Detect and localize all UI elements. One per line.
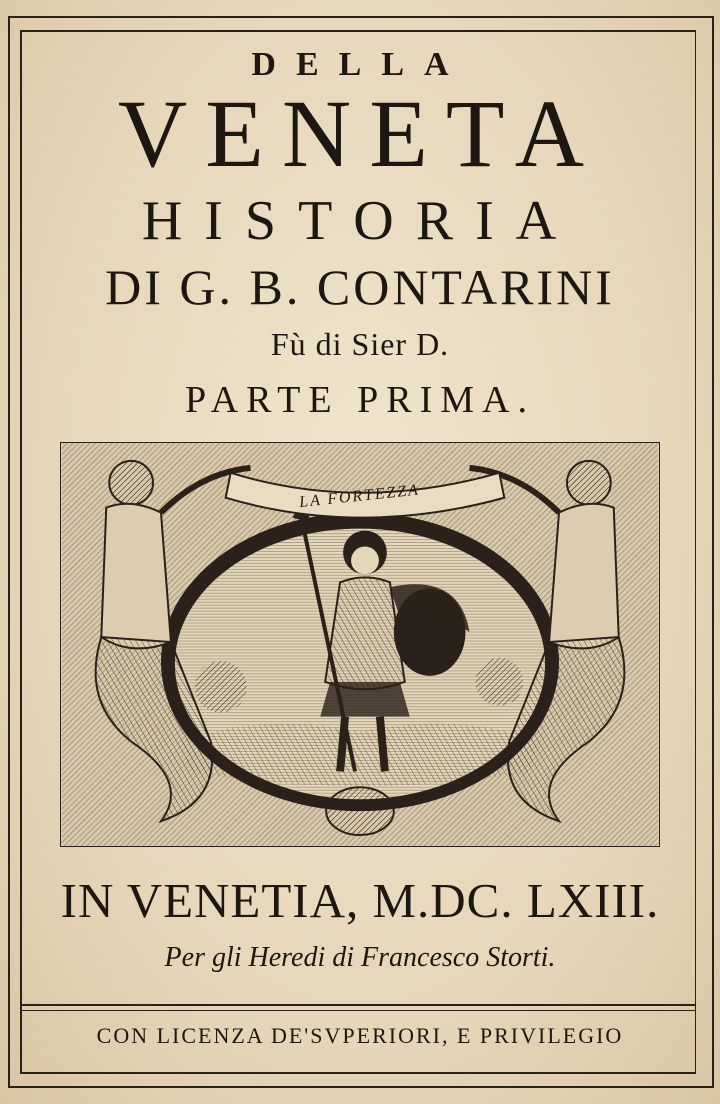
printer-line: Per gli Heredi di Francesco Storti. (164, 942, 556, 973)
author-line: DI G. B. CONTARINI (105, 259, 615, 315)
license-line: CON LICENZA DE'SVPERIORI, E PRIVILEGIO (96, 1023, 624, 1048)
engraved-emblem (60, 442, 660, 847)
emblem-illustration (61, 443, 659, 846)
title-line-historia: HISTORIA (141, 190, 579, 252)
inner-border-top (20, 30, 696, 32)
outer-border-top (8, 16, 714, 18)
outer-border-bottom (8, 1086, 714, 1088)
imprint-place-date: IN VENETIA, M.DC. LXIII. (60, 873, 660, 928)
separator-rule-thin (20, 1010, 696, 1011)
inner-border-bottom (20, 1072, 696, 1074)
title-line-della: DELLA (251, 46, 469, 83)
part-line: PARTE PRIMA. (185, 379, 535, 421)
author-subline: Fù di Sier D. (270, 326, 450, 362)
title-line-veneta: VENETA (117, 80, 603, 187)
separator-rule (20, 1004, 696, 1006)
grotesque-mask (326, 787, 394, 835)
emblem-motto: LA FORTEZZA (298, 481, 421, 512)
